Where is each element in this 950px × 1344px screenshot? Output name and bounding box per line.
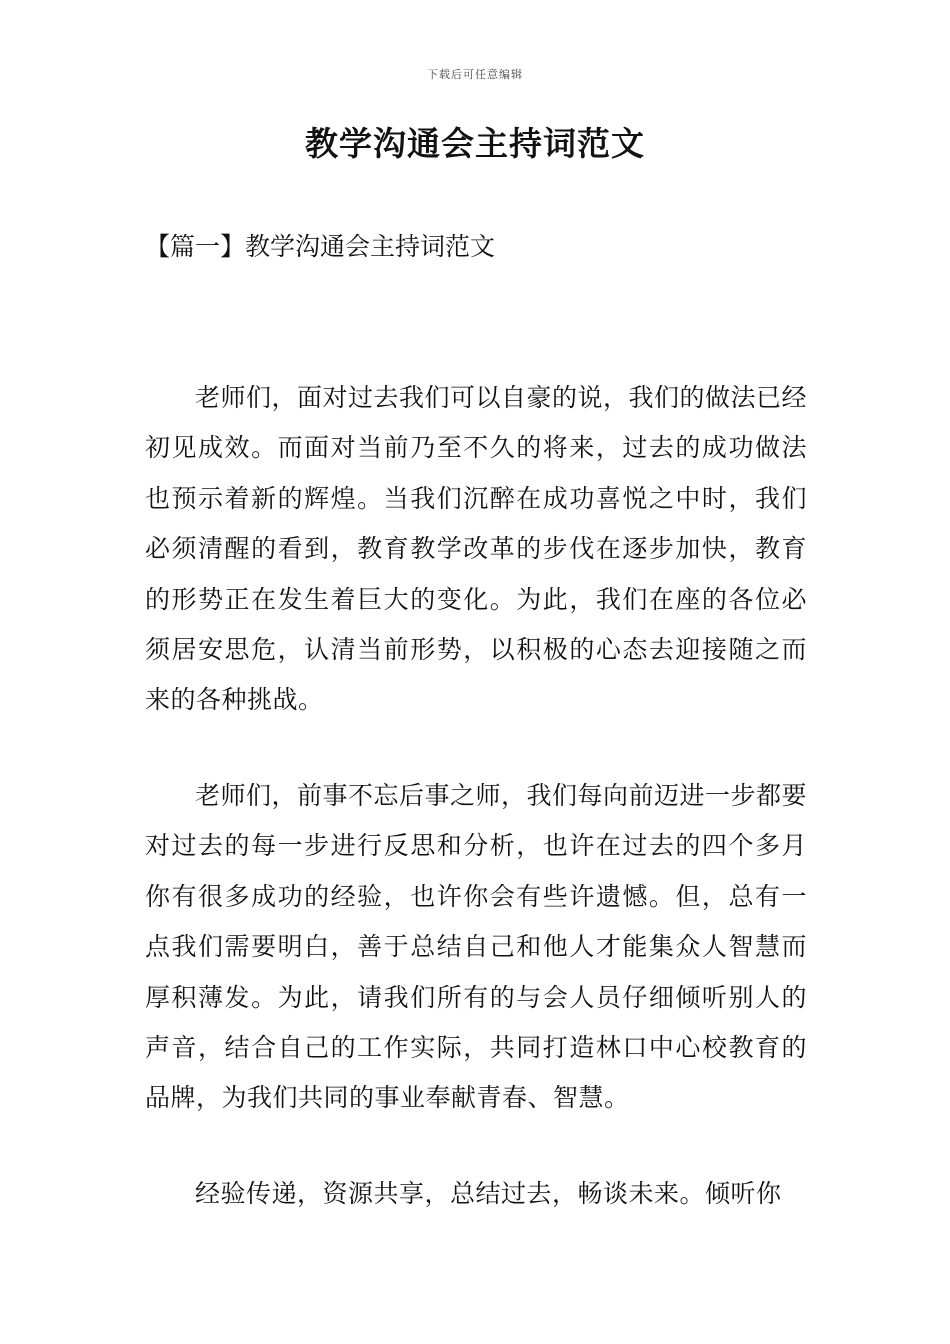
paragraph-3: 经验传递，资源共享，总结过去，畅谈未来。倾听你 xyxy=(195,1179,782,1208)
paragraph-1: 老师们，面对过去我们可以自豪的说，我们的做法已经初见成效。而面对当前乃至不久的将来，过去的成功做法也预示着新的辉煌。当我们沉醉在成功喜悦之中时，我们必须清醒的看到，教育教学改革的步伐在逐步加快，教育的形势正在发生着巨大的变化。为此，我们在座的各位必须居安思危，认清当前形势，以积极的心态去迎接随之而来的各种挑战。 xyxy=(145,383,808,715)
paragraph-2: 老师们，前事不忘后事之师，我们每向前迈进一步都要对过去的每一步进行反思和分析，也许在过去的四个多月你有很多成功的经验，也许你会有些许遗憾。但，总有一点我们需要明白，善于总结自己和他人才能集众人智慧而厚积薄发。为此，请我们所有的与会人员仔细倾听别人的声音，结合自己的工作实际，共同打造林口中心校教育的品牌，为我们共同的事业奉献青春、智慧。 xyxy=(145,781,808,1113)
header-note: 下载后可任意编辑 xyxy=(427,68,523,81)
document-title: 教学沟通会主持词范文 xyxy=(305,124,645,163)
section-heading: 【篇一】教学沟通会主持词范文 xyxy=(145,232,496,261)
